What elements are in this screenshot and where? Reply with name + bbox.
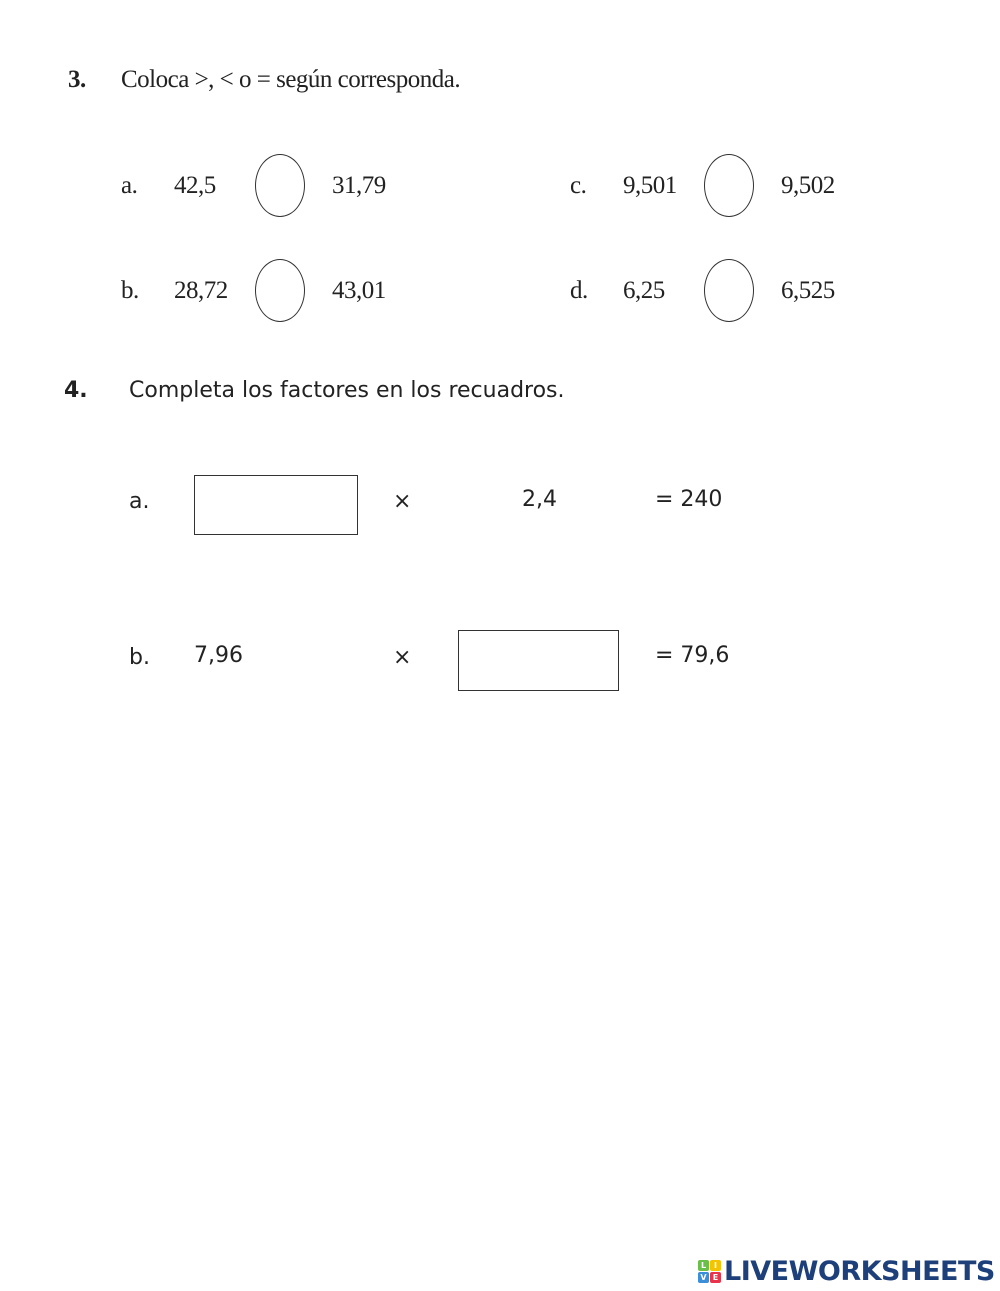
answer-circle[interactable]	[704, 154, 754, 217]
result: = 240	[655, 487, 723, 512]
answer-box[interactable]	[194, 475, 358, 535]
liveworksheets-logo	[698, 1256, 995, 1287]
times-sign: ×	[393, 645, 412, 670]
answer-circle[interactable]	[255, 154, 305, 217]
question-number: 4.	[64, 378, 88, 403]
logo-tiles-icon	[698, 1260, 721, 1283]
left-value: 9,501	[623, 172, 677, 199]
logo-text: LIVEWORKSHEETS	[724, 1256, 995, 1287]
right-value: 31,79	[332, 172, 386, 199]
logo-tile: V	[698, 1272, 709, 1283]
left-value: 6,25	[623, 277, 665, 304]
result: = 79,6	[655, 643, 730, 668]
left-value: 28,72	[174, 277, 228, 304]
item-label: b.	[129, 645, 150, 670]
right-value: 6,525	[781, 277, 835, 304]
answer-circle[interactable]	[704, 259, 754, 322]
times-sign: ×	[393, 489, 412, 514]
logo-tile: I	[710, 1260, 721, 1271]
factor-value: 2,4	[522, 487, 557, 512]
right-value: 9,502	[781, 172, 835, 199]
item-label: c.	[570, 172, 587, 199]
item-label: a.	[121, 172, 138, 199]
left-value: 42,5	[174, 172, 216, 199]
logo-tile: L	[698, 1260, 709, 1271]
item-label: b.	[121, 277, 139, 304]
item-label: d.	[570, 277, 588, 304]
factor-value: 7,96	[194, 643, 243, 668]
answer-circle[interactable]	[255, 259, 305, 322]
item-label: a.	[129, 489, 150, 514]
answer-box[interactable]	[458, 630, 619, 691]
question-number: 3.	[68, 66, 86, 93]
right-value: 43,01	[332, 277, 386, 304]
question-instruction: Coloca >, < o = según corresponda.	[121, 66, 461, 93]
logo-tile: E	[710, 1272, 721, 1283]
question-instruction: Completa los factores en los recuadros.	[129, 378, 565, 403]
